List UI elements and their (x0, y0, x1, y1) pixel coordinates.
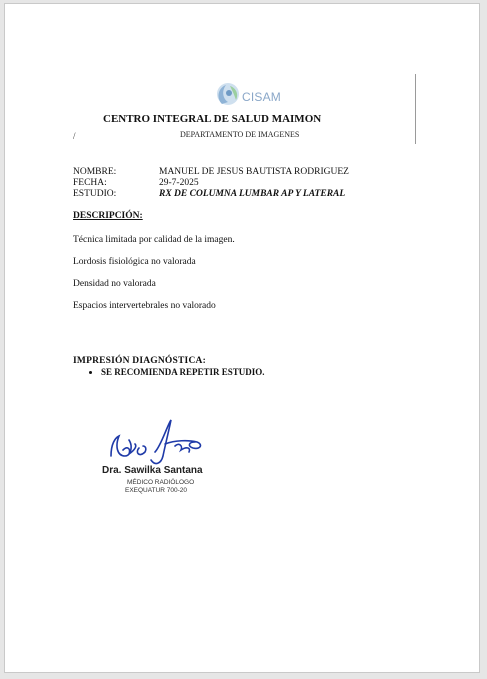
finding-item: Espacios intervertebrales no valorado (73, 301, 216, 311)
logo-emblem-icon (206, 80, 246, 112)
header-vertical-rule (415, 74, 416, 144)
finding-item: Lordosis fisiológica no valorada (73, 257, 196, 267)
signature-exequatur: EXEQUATUR 700-20 (125, 487, 188, 494)
signature-name: Dra. Sawilka Santana (102, 465, 203, 476)
study-value: RX DE COLUMNA LUMBAR AP Y LATERAL (159, 189, 346, 199)
cisam-logo (206, 80, 286, 112)
name-label: NOMBRE: (73, 167, 117, 177)
date-label: FECHA: (73, 178, 107, 188)
handwritten-signature-icon (105, 416, 217, 470)
impression-title: IMPRESIÓN DIAGNÓSTICA: (73, 356, 206, 366)
description-title: DESCRIPCIÓN: (73, 211, 143, 221)
signature-role: MÉDICO RADIÓLOGO (127, 479, 195, 486)
date-value: 29-7-2025 (159, 178, 199, 188)
stray-mark: / (73, 131, 76, 141)
finding-item: Densidad no valorada (73, 279, 156, 289)
document-page (4, 3, 480, 673)
impression-item: • SE RECOMIENDA REPETIR ESTUDIO. (101, 367, 265, 377)
signature-image (105, 416, 217, 470)
logo-text: CISAM (242, 90, 282, 104)
study-label: ESTUDIO: (73, 189, 117, 199)
center-name: CENTRO INTEGRAL DE SALUD MAIMON (103, 113, 322, 125)
department-name: DEPARTAMENTO DE IMAGENES (180, 130, 300, 139)
finding-item: Técnica limitada por calidad de la imagen. (73, 235, 235, 245)
name-value: MANUEL DE JESUS BAUTISTA RODRIGUEZ (159, 167, 349, 177)
impression-list (85, 367, 265, 377)
